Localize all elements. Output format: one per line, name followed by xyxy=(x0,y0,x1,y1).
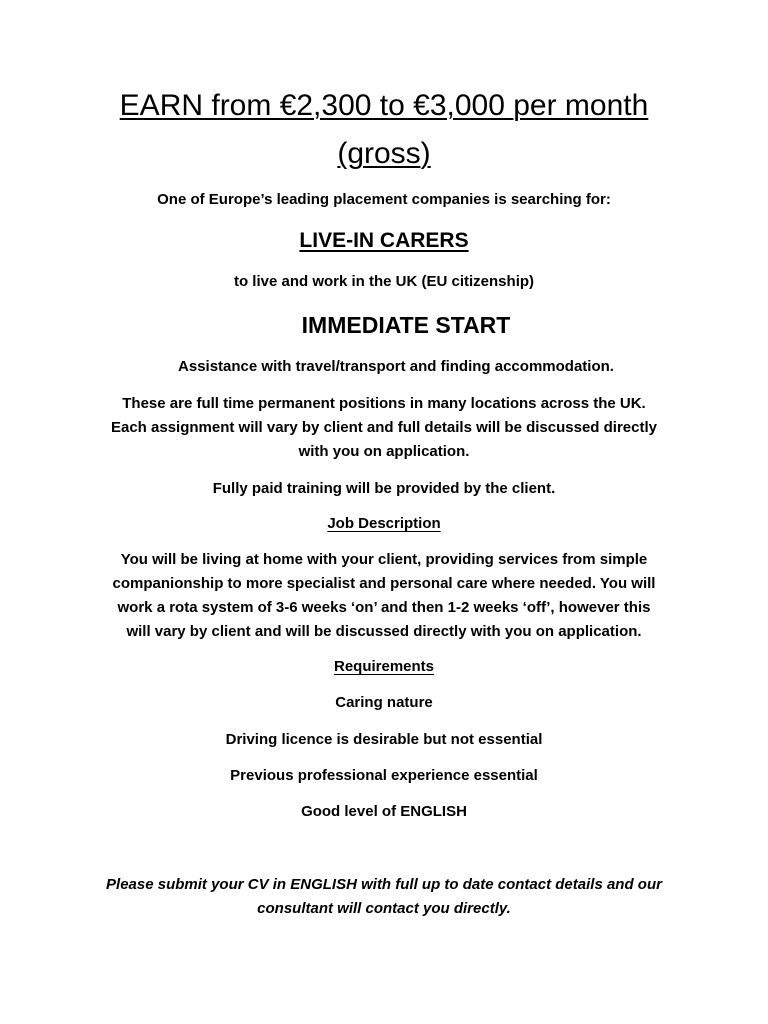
headline-line-2: (gross) xyxy=(337,137,431,170)
job-description-line: You will be living at home with your client, providing services from simple xyxy=(120,551,648,568)
requirement-item: Driving licence is desirable but not essential xyxy=(225,731,543,748)
job-description-line: will vary by client and will be discussed directly with you on application. xyxy=(126,623,642,640)
job-description-line: companionship to more specialist and personal care where needed. You will xyxy=(112,575,656,592)
requirements-heading: Requirements xyxy=(333,658,435,675)
assistance-text: Assistance with travel/transport and finding accommodation. xyxy=(178,358,614,375)
closing-line: consultant will contact you directly. xyxy=(257,900,511,917)
requirement-item: Previous professional experience essential xyxy=(230,767,538,784)
requirement-item: Good level of ENGLISH xyxy=(301,803,467,820)
positions-line: These are full time permanent positions in many locations across the UK. xyxy=(122,395,646,412)
requirement-item: Caring nature xyxy=(335,694,433,711)
role-title: LIVE-IN CARERS xyxy=(299,229,469,252)
intro-text: One of Europe’s leading placement companies is searching for: xyxy=(157,191,611,208)
location-note: to live and work in the UK (EU citizenship) xyxy=(233,273,535,290)
job-description-line: work a rota system of 3-6 weeks ‘on’ and then 1-2 weeks ‘off’, however this xyxy=(117,599,651,616)
closing-line: Please submit your CV in ENGLISH with full up to date contact details and our xyxy=(106,876,662,893)
job-description-heading: Job Description xyxy=(327,515,441,532)
headline-line-1: EARN from €2,300 to €3,000 per month xyxy=(119,89,649,122)
start-title: IMMEDIATE START xyxy=(301,312,511,338)
positions-line: Each assignment will vary by client and full details will be discussed directly xyxy=(110,419,657,436)
positions-line: with you on application. xyxy=(298,443,470,460)
training-text: Fully paid training will be provided by the client. xyxy=(212,480,556,497)
